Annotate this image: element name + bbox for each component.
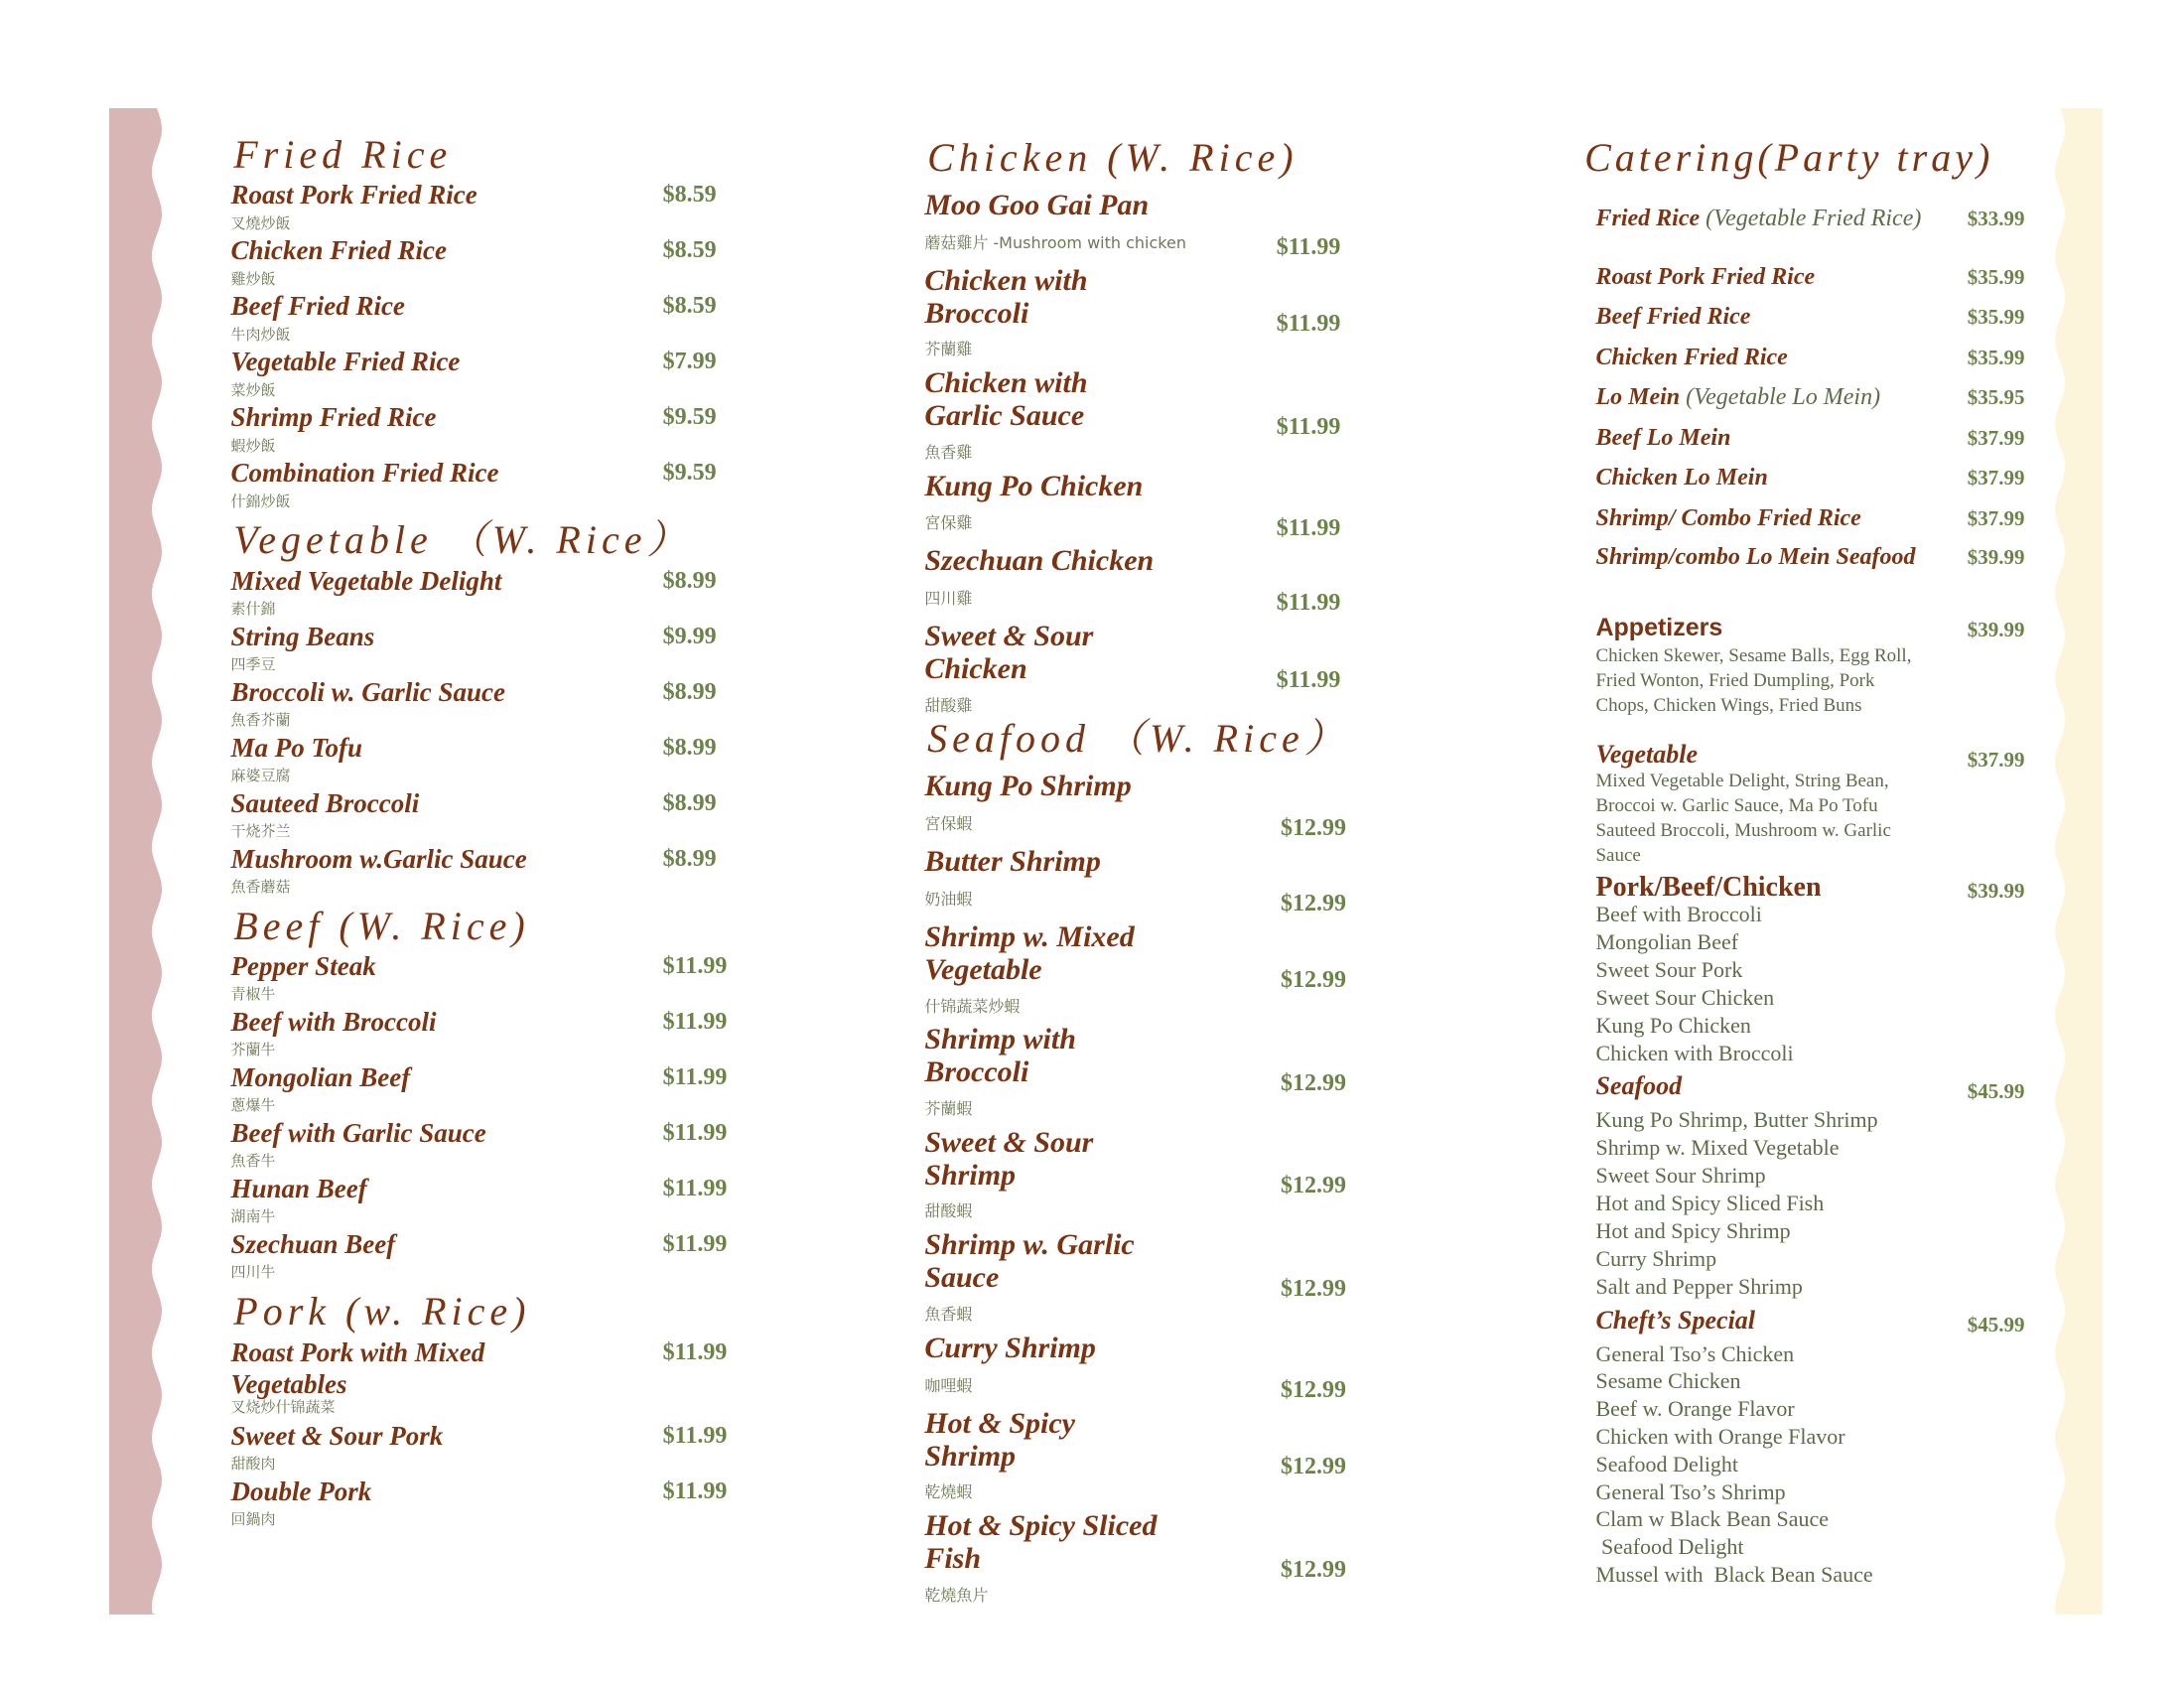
- catering-item: [1595, 345, 1923, 370]
- catering-item-price: $33.99: [1967, 206, 2025, 230]
- left-wavy-strip: [109, 108, 162, 1615]
- menu-item-price: $11.99: [1276, 514, 1341, 541]
- menu-item-price: $8.59: [662, 293, 717, 320]
- catering-group-price: $39.99: [1967, 879, 2025, 904]
- menu-item-name: Moo Goo Gai Pan: [924, 188, 1150, 221]
- menu-item-price: $11.99: [662, 953, 728, 980]
- section-heading: Fried Rice: [233, 131, 453, 177]
- menu-item-name: Beef with Broccoli: [230, 1007, 437, 1038]
- catering-item: [1595, 505, 1923, 531]
- menu-item-name: Double Pork: [230, 1476, 372, 1506]
- catering-group-dish: Sweet Sour Chicken: [1595, 984, 1775, 1010]
- menu-item-price: $8.59: [662, 182, 717, 209]
- catering-group-dish: General Tso’s Shrimp: [1595, 1478, 1786, 1504]
- menu-item-chinese: 雞炒飯: [230, 269, 276, 288]
- menu-item-price: $11.99: [662, 1009, 728, 1036]
- menu-item-chinese: 甜酸雞: [924, 695, 973, 715]
- catering-group-price: $37.99: [1967, 748, 2025, 773]
- menu-item-name: Sweet & Sour Pork: [230, 1420, 444, 1451]
- catering-group-dish: Salt and Pepper Shrimp: [1595, 1273, 1803, 1299]
- catering-group-description: Mixed Vegetable Delight, String Bean, Broccoi w. Garlic Sauce, Ma Po Tofu Sauteed Broccoli, Mushroom w. Garlic Sauce: [1595, 771, 1891, 867]
- menu-item-name: Hot & Spicy Sliced Fish: [924, 1509, 1158, 1576]
- menu-item-name: Kung Po Shrimp: [924, 770, 1132, 803]
- menu-item-name: Beef with Garlic Sauce: [230, 1118, 486, 1149]
- menu-item-price: $8.59: [662, 237, 717, 264]
- catering-group-dish: Clam w Black Bean Sauce: [1595, 1506, 1830, 1532]
- catering-group-title: Appetizers: [1595, 614, 1723, 642]
- menu-item-chinese: 叉燒炒飯: [230, 213, 291, 232]
- catering-group-dish: Sesame Chicken: [1595, 1368, 1741, 1394]
- catering-group-dish: Sweet Sour Pork: [1595, 957, 1743, 983]
- menu-item-price: $11.99: [662, 1422, 728, 1449]
- catering-item-price: $37.99: [1967, 465, 2025, 490]
- menu-item-chinese: 青椒牛: [230, 985, 276, 1004]
- menu-item-name: Vegetable Fried Rice: [230, 347, 461, 377]
- catering-item: [1595, 384, 1923, 410]
- menu-item-chinese: 蔥爆牛: [230, 1096, 276, 1115]
- catering-group-price: $39.99: [1967, 617, 2025, 641]
- menu-item-chinese: 干烧芥兰: [230, 822, 291, 841]
- catering-group-dish: Shrimp w. Mixed Vegetable: [1595, 1135, 1840, 1161]
- catering-item-price: $35.99: [1967, 346, 2025, 370]
- menu-item-price: $8.99: [662, 789, 717, 816]
- menu-item-chinese: 芥蘭雞: [924, 340, 973, 359]
- menu-item-price: $11.99: [1276, 233, 1341, 260]
- menu-item-chinese: 牛肉炒飯: [230, 325, 291, 344]
- catering-item: [1595, 425, 1923, 451]
- menu-item-chinese: 什錦炒飯: [230, 492, 291, 510]
- catering-group-dish: Chicken with Broccoli: [1595, 1040, 1794, 1065]
- catering-group-title: Vegetable: [1595, 739, 1698, 769]
- menu-item-price: $8.99: [662, 567, 717, 594]
- menu-item-price: $8.99: [662, 734, 717, 761]
- menu-item-chinese: 魚香雞: [924, 442, 973, 462]
- menu-item-name: Szechuan Beef: [230, 1229, 396, 1260]
- catering-item-price: $37.99: [1967, 505, 2025, 530]
- menu-item-name: Chicken Fried Rice: [230, 235, 447, 266]
- menu-item-chinese: 蝦炒飯: [230, 436, 276, 455]
- menu-item-price: $11.99: [1276, 590, 1341, 617]
- menu-item-name: Shrimp w. Garlic Sauce: [924, 1228, 1135, 1295]
- menu-item-price: $9.99: [662, 623, 717, 649]
- catering-group-dish: Hot and Spicy Shrimp: [1595, 1218, 1791, 1244]
- section-heading: Catering(Party tray): [1584, 134, 1994, 180]
- catering-group-price: $45.99: [1967, 1312, 2025, 1336]
- menu-item-name: Roast Pork Fried Rice: [230, 180, 478, 211]
- menu-item-chinese: 芥蘭牛: [230, 1041, 276, 1059]
- catering-item-name: Chicken Fried Rice: [1595, 345, 1788, 371]
- menu-item-name: Hunan Beef: [230, 1174, 367, 1204]
- menu-item-price: $11.99: [662, 1064, 728, 1091]
- menu-item-chinese: 甜酸蝦: [924, 1201, 973, 1221]
- menu-item-chinese: 芥蘭蝦: [924, 1099, 973, 1118]
- menu-item-chinese: 麻婆豆腐: [230, 767, 291, 785]
- menu-item-name: Curry Shrimp: [924, 1331, 1096, 1364]
- catering-item-name: Lo Mein: [1595, 383, 1681, 410]
- catering-group-dish: Mongolian Beef: [1595, 929, 1739, 955]
- menu-item-chinese: 宮保雞: [924, 513, 973, 533]
- menu-item-price: $12.99: [1280, 1173, 1346, 1199]
- menu-item-chinese: 四季豆: [230, 655, 276, 674]
- catering-group-dish: Seafood Delight: [1595, 1534, 1744, 1560]
- catering-group-dish: Kung Po Chicken: [1595, 1012, 1751, 1038]
- catering-item-name: Fried Rice: [1595, 205, 1701, 231]
- menu-item-price: $7.99: [662, 349, 717, 375]
- menu-item-price: $11.99: [1276, 311, 1341, 338]
- catering-item: [1595, 544, 1923, 570]
- menu-item-price: $11.99: [662, 1338, 728, 1365]
- catering-group-dish: Beef w. Orange Flavor: [1595, 1396, 1795, 1422]
- catering-item-name: Chicken Lo Mein: [1595, 464, 1768, 491]
- menu-item-name: Roast Pork with Mixed Vegetables: [230, 1336, 485, 1399]
- section-heading: Pork (w. Rice): [233, 1289, 531, 1335]
- catering-item-price: $35.99: [1967, 265, 2025, 290]
- catering-item-price: $37.99: [1967, 425, 2025, 450]
- menu-item-chinese: 四川牛: [230, 1263, 276, 1282]
- menu-item-name: Broccoli w. Garlic Sauce: [230, 676, 505, 707]
- menu-item-price: $11.99: [662, 1477, 728, 1504]
- catering-group-description: Chicken Skewer, Sesame Balls, Egg Roll, Fried Wonton, Fried Dumpling, Pork Chops, Chicken Wings, Fried Buns: [1595, 645, 1912, 717]
- menu-item-chinese: 蘑菇雞片 -Mushroom with chicken: [924, 232, 1186, 252]
- menu-item-name: Mushroom w.Garlic Sauce: [230, 843, 527, 874]
- catering-item: [1595, 304, 1923, 330]
- menu-item-price: $12.99: [1280, 1556, 1346, 1583]
- menu-item-price: $11.99: [662, 1120, 728, 1147]
- menu-item-chinese: 乾燒蝦: [924, 1482, 973, 1502]
- menu-item-name: Butter Shrimp: [924, 845, 1101, 879]
- menu-item-price: $11.99: [1276, 666, 1341, 693]
- menu-item-price: $12.99: [1280, 891, 1346, 917]
- catering-group-title: Cheft’s Special: [1595, 1305, 1756, 1335]
- catering-item-name: Shrimp/combo Lo Mein Seafood: [1595, 544, 1916, 571]
- catering-group-dish: General Tso’s Chicken: [1595, 1340, 1795, 1366]
- menu-item-name: Shrimp w. Mixed Vegetable: [924, 919, 1135, 986]
- menu-item-name: Ma Po Tofu: [230, 732, 362, 763]
- menu-item-chinese: 叉烧炒什锦蔬菜: [230, 1397, 336, 1416]
- section-heading: Beef (W. Rice): [233, 903, 530, 948]
- section-heading: Seafood （W. Rice）: [927, 716, 1349, 762]
- catering-item-price: $35.95: [1967, 384, 2025, 409]
- menu-item-price: $12.99: [1280, 1069, 1346, 1096]
- catering-group-dish: Curry Shrimp: [1595, 1245, 1717, 1271]
- catering-group-dish: Hot and Spicy Sliced Fish: [1595, 1191, 1825, 1216]
- menu-item-name: Mongolian Beef: [230, 1062, 411, 1093]
- menu-item-price: $11.99: [662, 1231, 728, 1258]
- menu-item-name: Pepper Steak: [230, 951, 376, 982]
- menu-item-chinese: 什锦蔬菜炒蝦: [924, 996, 1021, 1016]
- menu-item-chinese: 回鍋肉: [230, 1510, 276, 1529]
- catering-item-note: (Vegetable Lo Mein): [1686, 383, 1881, 410]
- catering-item-name: Roast Pork Fried Rice: [1595, 264, 1816, 291]
- menu-item-chinese: 甜酸肉: [230, 1455, 276, 1474]
- menu-item-chinese: 四川雞: [924, 589, 973, 609]
- catering-item-name: Beef Fried Rice: [1595, 303, 1751, 330]
- menu-item-name: Sweet & Sour Shrimp: [924, 1125, 1094, 1192]
- menu-item-chinese: 魚香牛: [230, 1152, 276, 1171]
- catering-group-title: Seafood: [1595, 1071, 1683, 1101]
- catering-item-note: (Vegetable Fried Rice): [1706, 205, 1922, 231]
- catering-group-dish: Chicken with Orange Flavor: [1595, 1424, 1845, 1449]
- menu-item-chinese: 魚香蝦: [924, 1304, 973, 1324]
- right-wavy-strip: [2055, 108, 2103, 1615]
- menu-item-name: Sauteed Broccoli: [230, 787, 420, 818]
- catering-item: [1595, 264, 1923, 290]
- catering-group-dish: Kung Po Shrimp, Butter Shrimp: [1595, 1107, 1878, 1133]
- menu-item-price: $11.99: [1276, 413, 1341, 440]
- menu-item-price: $8.99: [662, 678, 717, 705]
- catering-group-dish: Beef with Broccoli: [1595, 902, 1762, 927]
- menu-item-name: Shrimp with Broccoli: [924, 1023, 1076, 1089]
- menu-item-chinese: 咖哩蝦: [924, 1375, 973, 1395]
- menu-item-name: Mixed Vegetable Delight: [230, 565, 502, 596]
- catering-group-dish: Mussel with Black Bean Sauce: [1595, 1561, 1873, 1587]
- menu-item-chinese: 魚香芥蘭: [230, 711, 291, 730]
- menu-item-name: Combination Fried Rice: [230, 458, 499, 489]
- menu-item-chinese: 宮保蝦: [924, 813, 973, 833]
- menu-item-price: $12.99: [1280, 1454, 1346, 1480]
- catering-item-name: Shrimp/ Combo Fried Rice: [1595, 504, 1861, 531]
- menu-item-name: Hot & Spicy Shrimp: [924, 1406, 1075, 1473]
- catering-item: [1595, 465, 1923, 491]
- menu-item-price: $12.99: [1280, 1376, 1346, 1403]
- section-heading: Vegetable （W. Rice）: [233, 517, 692, 563]
- menu-item-chinese: 湖南牛: [230, 1207, 276, 1226]
- menu-item-price: $12.99: [1280, 1275, 1346, 1302]
- catering-item-price: $35.99: [1967, 304, 2025, 329]
- menu-item-price: $9.59: [662, 460, 717, 487]
- catering-group-dish: Sweet Sour Shrimp: [1595, 1163, 1766, 1189]
- menu-item-chinese: 奶油蝦: [924, 889, 973, 909]
- menu-item-chinese: 素什錦: [230, 600, 276, 619]
- menu-item-name: Sweet & Sour Chicken: [924, 620, 1094, 686]
- menu-item-name: Szechuan Chicken: [924, 544, 1155, 578]
- catering-group-title: Pork/Beef/Chicken: [1595, 872, 1822, 904]
- catering-group-dish: Seafood Delight: [1595, 1451, 1739, 1477]
- menu-item-name: Kung Po Chicken: [924, 469, 1144, 502]
- menu-item-chinese: 乾燒魚片: [924, 1585, 989, 1605]
- menu-item-price: $11.99: [662, 1176, 728, 1202]
- menu-item-name: Chicken with Garlic Sauce: [924, 366, 1088, 433]
- menu-item-price: $9.59: [662, 404, 717, 431]
- catering-item-name: Beef Lo Mein: [1595, 424, 1731, 451]
- section-heading: Chicken (W. Rice): [927, 134, 1298, 180]
- menu-item-name: String Beans: [230, 621, 375, 651]
- menu-item-chinese: 菜炒飯: [230, 380, 276, 399]
- menu-item-chinese: 魚香蘑菇: [230, 878, 291, 897]
- menu-item-price: $8.99: [662, 845, 717, 872]
- catering-item-price: $39.99: [1967, 545, 2025, 570]
- menu-item-name: Shrimp Fried Rice: [230, 402, 437, 433]
- menu-item-name: Chicken with Broccoli: [924, 263, 1088, 330]
- menu-item-name: Beef Fried Rice: [230, 291, 405, 322]
- menu-item-price: $12.99: [1280, 815, 1346, 842]
- catering-item: [1595, 206, 1923, 231]
- menu-item-price: $12.99: [1280, 967, 1346, 994]
- catering-group-price: $45.99: [1967, 1078, 2025, 1103]
